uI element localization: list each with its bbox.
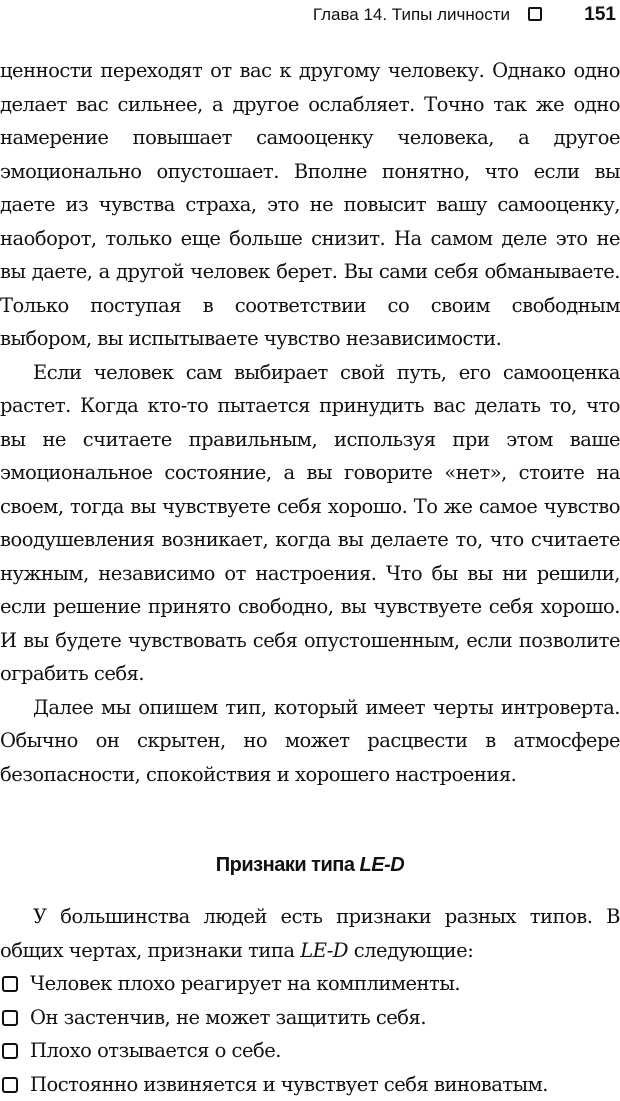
checkbox-icon <box>2 1010 18 1026</box>
list-item-text: Постоянно извиняется и чувствует себя виноватым. <box>30 1073 548 1096</box>
signs-list <box>0 967 620 1101</box>
checkbox-icon <box>528 7 542 21</box>
list-item <box>0 1034 620 1068</box>
intro-text-end: следующие: <box>348 939 473 962</box>
section-heading <box>0 849 620 882</box>
list-item-text: Плохо отзывается о себе. <box>30 1039 281 1062</box>
list-item <box>0 1068 620 1101</box>
type-code: LE-D <box>300 939 348 962</box>
running-header <box>0 0 620 36</box>
list-item-text: Он застенчив, не может защитить себя. <box>30 1006 426 1029</box>
checkbox-icon <box>2 1043 18 1059</box>
body-text <box>0 54 620 1101</box>
list-item <box>0 967 620 1001</box>
checkbox-icon <box>2 976 18 992</box>
type-code: LE-D <box>360 854 405 876</box>
paragraph: Если человек сам выбирает свой путь, его самооценка растет. Когда кто-то пытается принудить вас делать то, что вы не считаете правильным, используя при этом ваше эмоциональное состояние, а вы говорите «нет», стоите на своем, тогда вы чувствуете себя хорошо. То же самое чувство воодушевления возникает, когда вы делаете то, что считаете нужным, независимо от настроения. Что бы вы ни решили, если решение принято свободно, вы чувствуете себя хорошо. И вы будете чувствовать себя опустошенным, если позволите ограбить себя. <box>0 356 620 691</box>
list-item-text: Человек плохо реагирует на комплименты. <box>30 972 460 995</box>
list-item <box>0 1001 620 1035</box>
chapter-title: Глава 14. Типы личности <box>313 0 510 30</box>
page-number: 151 <box>584 0 616 30</box>
section-heading-text: Признаки типа <box>216 854 360 876</box>
paragraph: Далее мы опишем тип, который имеет черты интроверта. Обычно он скрытен, но может расцвести в атмосфере безопасности, спокойствия и хорошего настроения. <box>0 691 620 792</box>
section-intro <box>0 900 620 967</box>
checkbox-icon <box>2 1077 18 1093</box>
intro-text: У большинства людей есть признаки разных типов. В общих чертах, признаки типа <box>0 905 620 962</box>
paragraph: ценности переходят от вас к другому человеку. Однако одно делает вас сильнее, а другое ослабляет. Точно так же одно намерение повышает самооценку человека, а другое эмоционально опустошает. Вполне понятно, что если вы даете из чувства страха, это не повысит вашу самооценку, наоборот, только еще больше снизит. На самом деле это не вы даете, а другой человек берет. Вы сами себя обманываете. Только поступая в соответствии со своим свободным выбором, вы испытываете чувство независимости. <box>0 54 620 356</box>
